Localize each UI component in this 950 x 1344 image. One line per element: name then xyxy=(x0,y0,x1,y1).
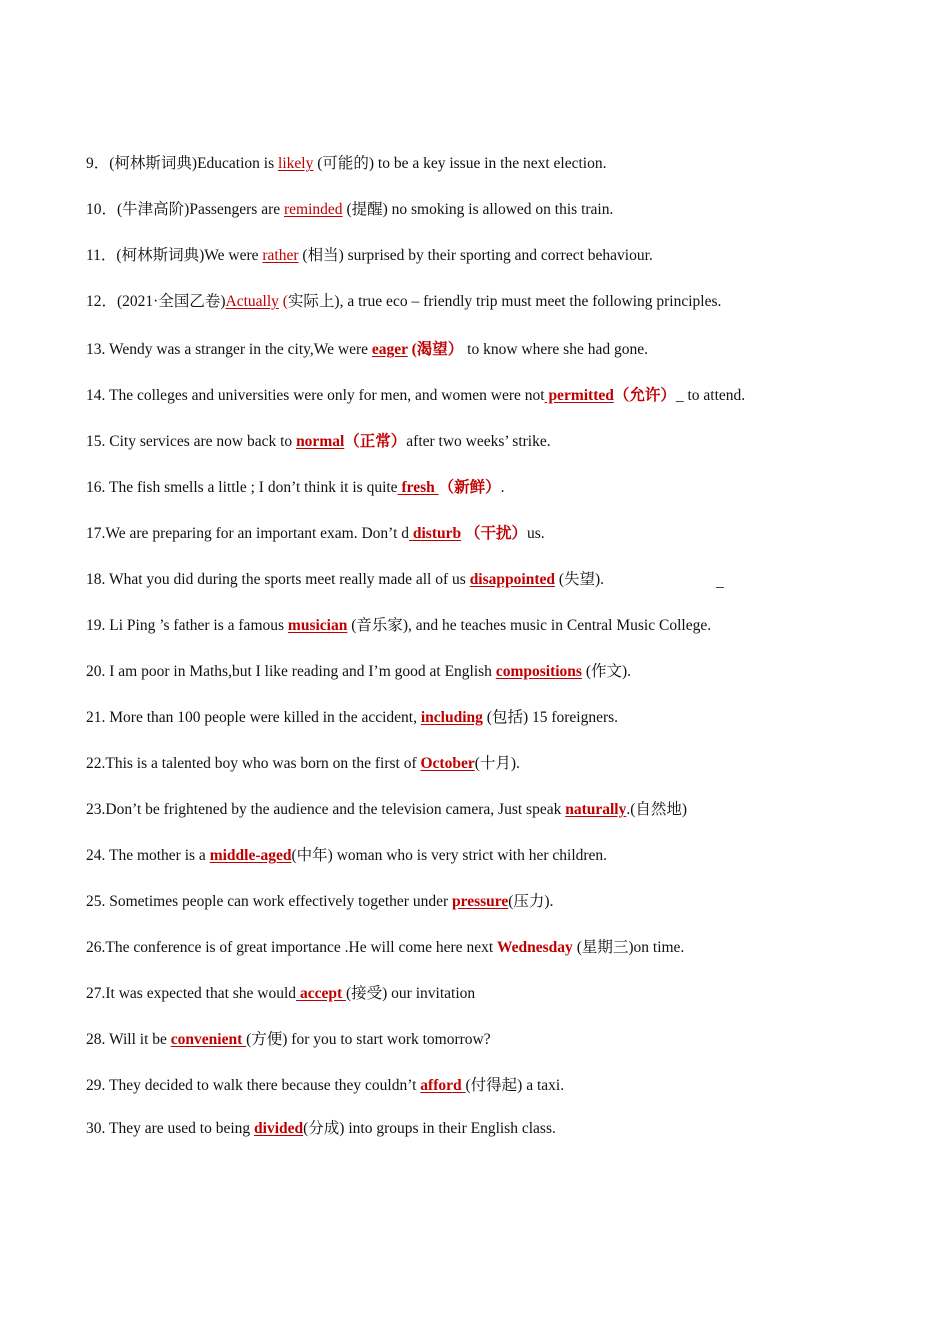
item-11 xyxy=(86,246,653,266)
stray-underscore-mark: _ xyxy=(716,573,724,590)
answer-word: October xyxy=(420,755,475,772)
answer-word: accept xyxy=(296,985,346,1002)
item-22 xyxy=(86,754,520,774)
item-19 xyxy=(86,616,711,636)
item-27 xyxy=(86,984,475,1004)
item-text: 22.This is a talented boy who was born on the first of xyxy=(86,755,421,772)
answer-word: middle-aged xyxy=(209,847,292,864)
item-text: 20. I am poor in Maths,but I like reading and I’m good at English xyxy=(86,663,496,680)
item-text: (中年) woman who is very strict with her children. xyxy=(291,847,608,864)
answer-word: Actually xyxy=(225,293,279,310)
answer-extra: ( xyxy=(278,293,288,310)
item-17 xyxy=(86,524,545,544)
item-text: 28. Will it be xyxy=(86,1031,171,1048)
item-text: 18. What you did during the sports meet really made all of us xyxy=(86,571,470,588)
item-26 xyxy=(86,938,684,958)
item-text: (付得起) a taxi. xyxy=(465,1077,565,1094)
item-29 xyxy=(86,1076,564,1096)
answer-extra: （新鲜） xyxy=(438,479,501,496)
item-text: 27.It was expected that she would xyxy=(86,985,297,1002)
answer-word: disturb xyxy=(409,525,462,542)
item-text: 25. Sometimes people can work effectively together under xyxy=(86,893,452,910)
answer-extra: (渴望） xyxy=(407,341,464,358)
answer-word: musician xyxy=(287,617,348,634)
answer-word: disappointed xyxy=(469,571,555,588)
item-23 xyxy=(86,800,687,820)
item-25 xyxy=(86,892,553,912)
answer-word: permitted xyxy=(544,387,614,404)
answer-word: normal xyxy=(296,433,345,450)
item-text: (方便) for you to start work tomorrow? xyxy=(246,1031,491,1048)
answer-word: afford xyxy=(420,1077,466,1094)
answer-extra: （正常） xyxy=(344,433,407,450)
answer-word: Wednesday xyxy=(497,939,573,956)
item-text: 29. They decided to walk there because they couldn’t xyxy=(86,1077,421,1094)
item-text: 9．(柯林斯词典)Education is xyxy=(86,155,279,172)
item-text: us. xyxy=(527,525,545,542)
answer-word: eager xyxy=(371,341,408,358)
item-9 xyxy=(86,154,606,174)
answer-word: rather xyxy=(262,247,299,264)
answer-extra: （干扰） xyxy=(461,525,528,542)
item-20 xyxy=(86,662,631,682)
answer-word: convenient xyxy=(170,1031,247,1048)
item-text: 30. They are used to being xyxy=(86,1120,255,1137)
item-text: (失望). xyxy=(554,571,605,588)
answer-word: divided xyxy=(254,1120,304,1137)
item-16 xyxy=(86,478,505,498)
item-21 xyxy=(86,708,618,728)
item-text: 19. Li Ping ’s father is a famous xyxy=(86,617,288,634)
answer-word: including xyxy=(420,709,483,726)
item-text: (提醒) no smoking is allowed on this train. xyxy=(342,201,614,218)
item-text: 11．(柯林斯词典)We were xyxy=(86,247,263,264)
answer-word: naturally xyxy=(565,801,627,818)
item-text: 14. The colleges and universities were only for men, and women were not xyxy=(86,387,545,404)
item-13 xyxy=(86,340,648,360)
item-text: 10．(牛津高阶)Passengers are xyxy=(86,201,285,218)
item-text: (压力). xyxy=(508,893,554,910)
item-text: (分成) into groups in their English class. xyxy=(303,1120,556,1137)
item-text: . xyxy=(500,479,505,496)
item-text: 23.Don’t be frightened by the audience and the television camera, Just speak xyxy=(86,801,566,818)
item-18 xyxy=(86,570,604,590)
item-text: .(自然地) xyxy=(626,801,688,818)
item-text: 21. More than 100 people were killed in the accident, xyxy=(86,709,421,726)
item-text: _ to attend. xyxy=(675,387,746,404)
answer-word: fresh xyxy=(397,479,439,496)
item-text: (相当) surprised by their sporting and correct behaviour. xyxy=(298,247,653,264)
item-text: to know where she had gone. xyxy=(463,341,648,358)
item-text: (十月). xyxy=(474,755,520,772)
item-text: (可能的) to be a key issue in the next election. xyxy=(313,155,607,172)
item-text: 实际上), a true eco – friendly trip must meet the following principles. xyxy=(287,293,722,310)
item-text: 13. Wendy was a stranger in the city,We were xyxy=(86,341,372,358)
item-text: 12．(2021·全国乙卷) xyxy=(86,293,226,310)
item-15 xyxy=(86,432,551,452)
item-text: 16. The fish smells a little ; I don’t think it is quite xyxy=(86,479,398,496)
answer-word: pressure xyxy=(452,893,509,910)
item-text: (音乐家), and he teaches music in Central Music College. xyxy=(347,617,712,634)
answer-word: compositions xyxy=(495,663,582,680)
answer-word: reminded xyxy=(284,201,343,218)
item-24 xyxy=(86,846,607,866)
item-text: 26.The conference is of great importance .He will come here next xyxy=(86,939,497,956)
item-text: 17.We are preparing for an important exam. Don’t d xyxy=(86,525,409,542)
item-text: (包括) 15 foreigners. xyxy=(482,709,619,726)
item-14 xyxy=(86,386,745,406)
answer-word: likely xyxy=(278,155,314,172)
item-12 xyxy=(86,292,721,312)
item-30 xyxy=(86,1119,556,1139)
item-28 xyxy=(86,1030,491,1050)
item-text: 15. City services are now back to xyxy=(86,433,297,450)
answer-extra: （允许） xyxy=(613,387,676,404)
item-text: 24. The mother is a xyxy=(86,847,210,864)
item-text: (接受) our invitation xyxy=(345,985,476,1002)
item-text: after two weeks’ strike. xyxy=(406,433,551,450)
item-text: (星期三)on time. xyxy=(572,939,685,956)
item-text: (作文). xyxy=(581,663,632,680)
item-10 xyxy=(86,200,613,220)
